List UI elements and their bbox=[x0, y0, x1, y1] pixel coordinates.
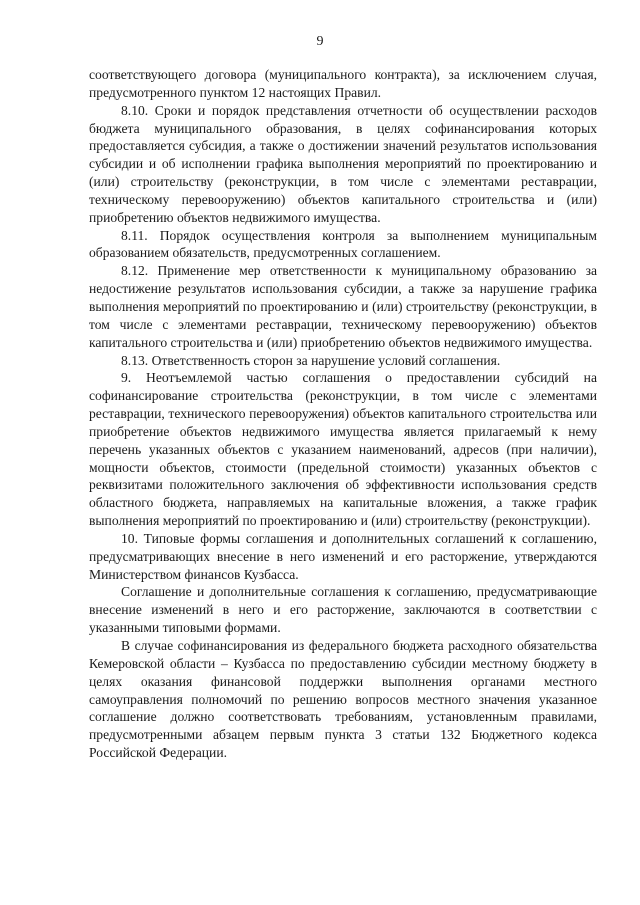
paragraph-continuation: соответствующего договора (муниципального контракта), за исключением случая, предусмотренного пунктом 12 настоящих Правил. bbox=[89, 67, 597, 100]
paragraph-8-11: 8.11. Порядок осуществления контроля за выполнением муниципальным образованием обязательств, предусмотренных соглашением. bbox=[89, 227, 597, 261]
paragraph-9: 9. Неотъемлемой частью соглашения о предоставлении субсидий на софинансирование строительства (реконструкции, в том числе с элементами реставрации, технического перевооружения) объектов капитального строительства или приобретение объектов недвижимого имущества является прилагаемый к нему перечень указанных объектов с указанием наименований, адресов (при наличии), мощности объектов, стоимости (предельной стоимости) указанных объектов с реквизитами положительного заключения об эффективности использования средств областного бюджета, направляемых на капитальные вложения, а также график выполнения мероприятий по проектированию и (или) строительству (реконструкции). bbox=[89, 370, 597, 529]
body-text bbox=[89, 66, 597, 762]
paragraph-8-10: 8.10. Сроки и порядок представления отчетности об осуществлении расходов бюджета муниципального образования, в целях софинансирования которых предоставляется субсидия, а также о достижении значений результатов использования субсидии и об исполнении графика выполнения мероприятий по проектированию и (или) строительству (реконструкции, в том числе с элементами реставрации, техническому перевооружению) объектов капитального строительства и (или) приобретению объектов недвижимого имущества. bbox=[89, 102, 597, 225]
paragraph-10-agreements: Соглашение и дополнительные соглашения к соглашению, предусматривающие внесение изменений в него и его расторжение, заключаются в соответствии с указанными типовыми формами. bbox=[89, 584, 597, 636]
paragraph-8-12: 8.12. Применение мер ответственности к муниципальному образованию за недостижение результатов использования субсидии, а также за нарушение графика выполнения мероприятий по проектированию и (или) строительству (реконструкции, в том числе с элементами реставрации, техническому перевооружению) объектов капитального строительства и (или) приобретению объектов недвижимого имущества. bbox=[89, 263, 597, 350]
page-number: 9 bbox=[316, 34, 324, 49]
paragraph-10: 10. Типовые формы соглашения и дополнительных соглашений к соглашению, предусматривающих внесение в него изменений и его расторжение, утверждаются Министерством финансов Кузбасса. bbox=[89, 530, 597, 582]
paragraph-8-13: 8.13. Ответственность сторон за нарушение условий соглашения. bbox=[121, 352, 501, 368]
paragraph-10-federal: В случае софинансирования из федерального бюджета расходного обязательства Кемеровской области – Кузбасса по предоставлению субсидии местному бюджету в целях оказания финансовой поддержки выполнения органами местного самоуправления полномочий по решению вопросов местного значения указанное соглашение должно соответствовать требованиям, установленным правилами, предусмотренными абзацем первым пункта 3 статьи 132 Бюджетного кодекса Российской Федерации. bbox=[89, 638, 597, 761]
